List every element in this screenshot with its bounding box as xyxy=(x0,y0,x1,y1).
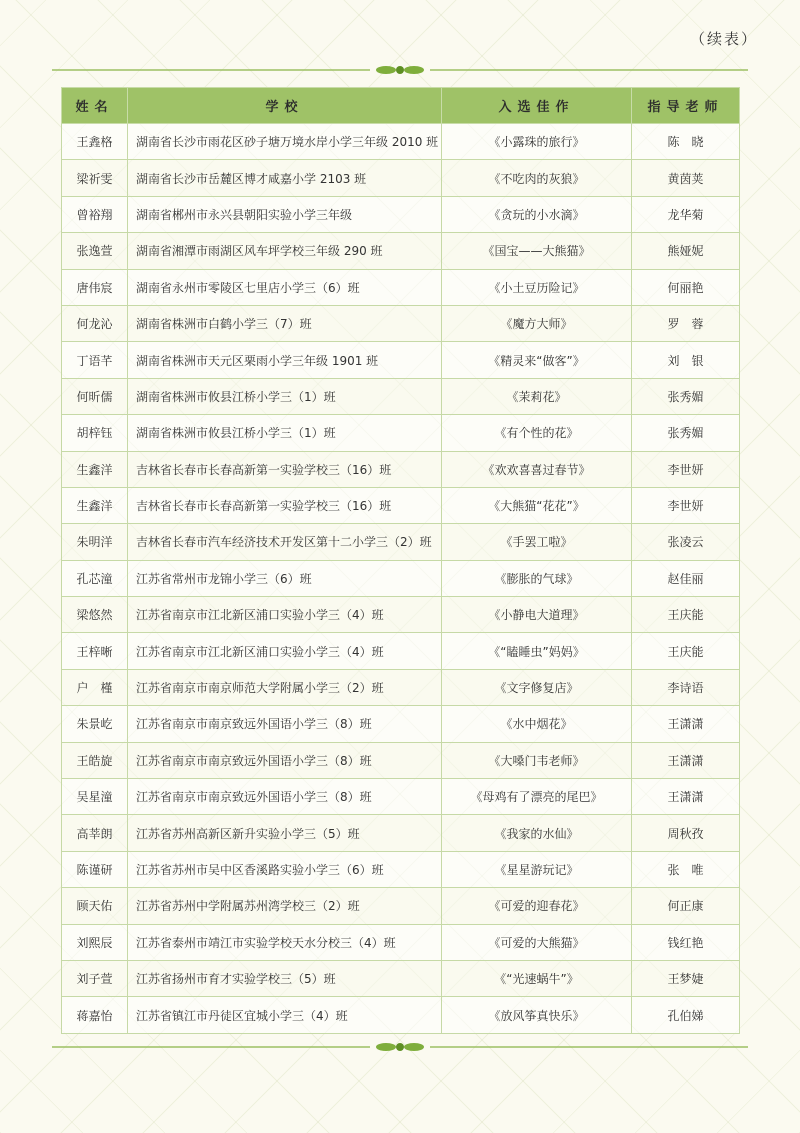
cell-work: 《“瞌睡虫”妈妈》 xyxy=(442,633,632,669)
cell-work: 《小土豆历险记》 xyxy=(442,269,632,305)
cell-work: 《精灵来“做客”》 xyxy=(442,342,632,378)
table-row xyxy=(62,960,740,996)
cell-name: 户 槿 xyxy=(62,669,128,705)
table-row xyxy=(62,378,740,414)
vine-divider-icon xyxy=(52,64,748,76)
cell-name: 梁祈雯 xyxy=(62,160,128,196)
cell-teacher: 李世妍 xyxy=(632,451,740,487)
cell-school: 湖南省株洲市白鹤小学三（7）班 xyxy=(128,305,442,341)
cell-teacher: 黄茵荚 xyxy=(632,160,740,196)
cell-work: 《水中烟花》 xyxy=(442,706,632,742)
cell-school: 吉林省长春市长春高新第一实验学校三（16）班 xyxy=(128,451,442,487)
cell-work: 《不吃肉的灰狼》 xyxy=(442,160,632,196)
table-row xyxy=(62,233,740,269)
cell-school: 江苏省常州市龙锦小学三（6）班 xyxy=(128,560,442,596)
cell-teacher: 熊娅妮 xyxy=(632,233,740,269)
cell-teacher: 王庆能 xyxy=(632,633,740,669)
table-row xyxy=(62,633,740,669)
cell-teacher: 钱红艳 xyxy=(632,924,740,960)
continued-label: （续表） xyxy=(689,30,758,48)
cell-teacher: 罗 蓉 xyxy=(632,305,740,341)
cell-school: 江苏省南京市江北新区浦口实验小学三（4）班 xyxy=(128,633,442,669)
cell-school: 湖南省长沙市岳麓区博才咸嘉小学 2103 班 xyxy=(128,160,442,196)
cell-teacher: 何正康 xyxy=(632,888,740,924)
cell-work: 《欢欢喜喜过春节》 xyxy=(442,451,632,487)
table-row xyxy=(62,124,740,160)
cell-name: 王錱格 xyxy=(62,124,128,160)
cell-school: 江苏省苏州高新区新升实验小学三（5）班 xyxy=(128,815,442,851)
cell-name: 丁语芊 xyxy=(62,342,128,378)
cell-teacher: 孔伯娣 xyxy=(632,997,740,1033)
cell-school: 湖南省株洲市天元区栗雨小学三年级 1901 班 xyxy=(128,342,442,378)
cell-school: 湖南省湘潭市雨湖区风车坪学校三年级 290 班 xyxy=(128,233,442,269)
cell-school: 湖南省郴州市永兴县朝阳实验小学三年级 xyxy=(128,196,442,232)
cell-name: 张逸萱 xyxy=(62,233,128,269)
cell-school: 江苏省南京市南京致远外国语小学三（8）班 xyxy=(128,742,442,778)
cell-work: 《有个性的花》 xyxy=(442,415,632,451)
cell-teacher: 李世妍 xyxy=(632,487,740,523)
cell-name: 刘子萱 xyxy=(62,960,128,996)
table-row xyxy=(62,851,740,887)
cell-work: 《“光速蜗牛”》 xyxy=(442,960,632,996)
column-header-work: 入选佳作 xyxy=(442,88,632,124)
cell-work: 《可爱的大熊猫》 xyxy=(442,924,632,960)
cell-name: 曾裕翔 xyxy=(62,196,128,232)
table-row xyxy=(62,888,740,924)
cell-work: 《母鸡有了漂亮的尾巴》 xyxy=(442,779,632,815)
cell-teacher: 张秀媚 xyxy=(632,415,740,451)
cell-name: 孔芯潼 xyxy=(62,560,128,596)
cell-teacher: 龙华菊 xyxy=(632,196,740,232)
column-header-school: 学校 xyxy=(128,88,442,124)
cell-name: 何昕儒 xyxy=(62,378,128,414)
column-header-name: 姓名 xyxy=(62,88,128,124)
cell-name: 高莘朗 xyxy=(62,815,128,851)
column-header-teacher: 指导老师 xyxy=(632,88,740,124)
table-row xyxy=(62,524,740,560)
table-header-row xyxy=(62,88,740,124)
cell-teacher: 张秀媚 xyxy=(632,378,740,414)
cell-work: 《贪玩的小水滴》 xyxy=(442,196,632,232)
cell-school: 江苏省镇江市丹徒区宜城小学三（4）班 xyxy=(128,997,442,1033)
cell-work: 《大熊猫“花花”》 xyxy=(442,487,632,523)
table-row xyxy=(62,415,740,451)
table-row xyxy=(62,160,740,196)
cell-school: 江苏省扬州市育才实验学校三（5）班 xyxy=(128,960,442,996)
cell-teacher: 张凌云 xyxy=(632,524,740,560)
cell-teacher: 何丽艳 xyxy=(632,269,740,305)
table-row xyxy=(62,560,740,596)
cell-work: 《小露珠的旅行》 xyxy=(442,124,632,160)
table-body xyxy=(62,124,740,1034)
table-row xyxy=(62,451,740,487)
cell-name: 吴星潼 xyxy=(62,779,128,815)
cell-name: 唐伟宸 xyxy=(62,269,128,305)
cell-work: 《茉莉花》 xyxy=(442,378,632,414)
cell-work: 《放风筝真快乐》 xyxy=(442,997,632,1033)
table-row xyxy=(62,815,740,851)
table-row xyxy=(62,269,740,305)
cell-name: 王梓晰 xyxy=(62,633,128,669)
cell-school: 吉林省长春市汽车经济技术开发区第十二小学三（2）班 xyxy=(128,524,442,560)
cell-work: 《文字修复店》 xyxy=(442,669,632,705)
cell-name: 顾天佑 xyxy=(62,888,128,924)
cell-name: 朱景屹 xyxy=(62,706,128,742)
cell-work: 《国宝——大熊猫》 xyxy=(442,233,632,269)
cell-teacher: 王梦婕 xyxy=(632,960,740,996)
table-row xyxy=(62,487,740,523)
vine-divider-icon xyxy=(52,1041,748,1053)
cell-name: 陈谨研 xyxy=(62,851,128,887)
cell-school: 江苏省南京市南京致远外国语小学三（8）班 xyxy=(128,706,442,742)
table-row xyxy=(62,342,740,378)
cell-school: 江苏省南京市江北新区浦口实验小学三（4）班 xyxy=(128,597,442,633)
table-row xyxy=(62,997,740,1033)
cell-name: 生鑫洋 xyxy=(62,451,128,487)
cell-school: 江苏省南京市南京师范大学附属小学三（2）班 xyxy=(128,669,442,705)
cell-teacher: 王庆能 xyxy=(632,597,740,633)
cell-work: 《小静电大道理》 xyxy=(442,597,632,633)
cell-name: 何龙沁 xyxy=(62,305,128,341)
cell-teacher: 王潇潇 xyxy=(632,706,740,742)
cell-school: 湖南省长沙市雨花区砂子塘万境水岸小学三年级 2010 班 xyxy=(128,124,442,160)
cell-name: 蒋嘉怡 xyxy=(62,997,128,1033)
cell-name: 刘熙辰 xyxy=(62,924,128,960)
cell-name: 王皓旋 xyxy=(62,742,128,778)
table-row xyxy=(62,706,740,742)
cell-school: 湖南省株洲市攸县江桥小学三（1）班 xyxy=(128,378,442,414)
table-row xyxy=(62,196,740,232)
cell-work: 《我家的水仙》 xyxy=(442,815,632,851)
table-row xyxy=(62,742,740,778)
cell-work: 《魔方大师》 xyxy=(442,305,632,341)
table-row xyxy=(62,305,740,341)
cell-work: 《大嗓门韦老师》 xyxy=(442,742,632,778)
cell-work: 《星星游玩记》 xyxy=(442,851,632,887)
cell-school: 江苏省泰州市靖江市实验学校天水分校三（4）班 xyxy=(128,924,442,960)
cell-work: 《膨胀的气球》 xyxy=(442,560,632,596)
cell-school: 江苏省苏州市吴中区香溪路实验小学三（6）班 xyxy=(128,851,442,887)
table-row xyxy=(62,924,740,960)
cell-work: 《手罢工啦》 xyxy=(442,524,632,560)
table-row xyxy=(62,597,740,633)
cell-teacher: 李诗语 xyxy=(632,669,740,705)
cell-name: 胡梓钰 xyxy=(62,415,128,451)
cell-school: 江苏省苏州中学附属苏州湾学校三（2）班 xyxy=(128,888,442,924)
cell-teacher: 王潇潇 xyxy=(632,779,740,815)
cell-teacher: 周秋孜 xyxy=(632,815,740,851)
cell-school: 湖南省株洲市攸县江桥小学三（1）班 xyxy=(128,415,442,451)
cell-name: 生鑫洋 xyxy=(62,487,128,523)
cell-school: 吉林省长春市长春高新第一实验学校三（16）班 xyxy=(128,487,442,523)
cell-teacher: 陈 晓 xyxy=(632,124,740,160)
table-row xyxy=(62,669,740,705)
cell-school: 湖南省永州市零陵区七里店小学三（6）班 xyxy=(128,269,442,305)
cell-name: 梁悠然 xyxy=(62,597,128,633)
cell-teacher: 王潇潇 xyxy=(632,742,740,778)
cell-school: 江苏省南京市南京致远外国语小学三（8）班 xyxy=(128,779,442,815)
cell-teacher: 赵佳丽 xyxy=(632,560,740,596)
cell-name: 朱明洋 xyxy=(62,524,128,560)
cell-teacher: 张 唯 xyxy=(632,851,740,887)
cell-teacher: 刘 银 xyxy=(632,342,740,378)
cell-work: 《可爱的迎春花》 xyxy=(442,888,632,924)
table-row xyxy=(62,779,740,815)
award-table xyxy=(61,87,739,1034)
